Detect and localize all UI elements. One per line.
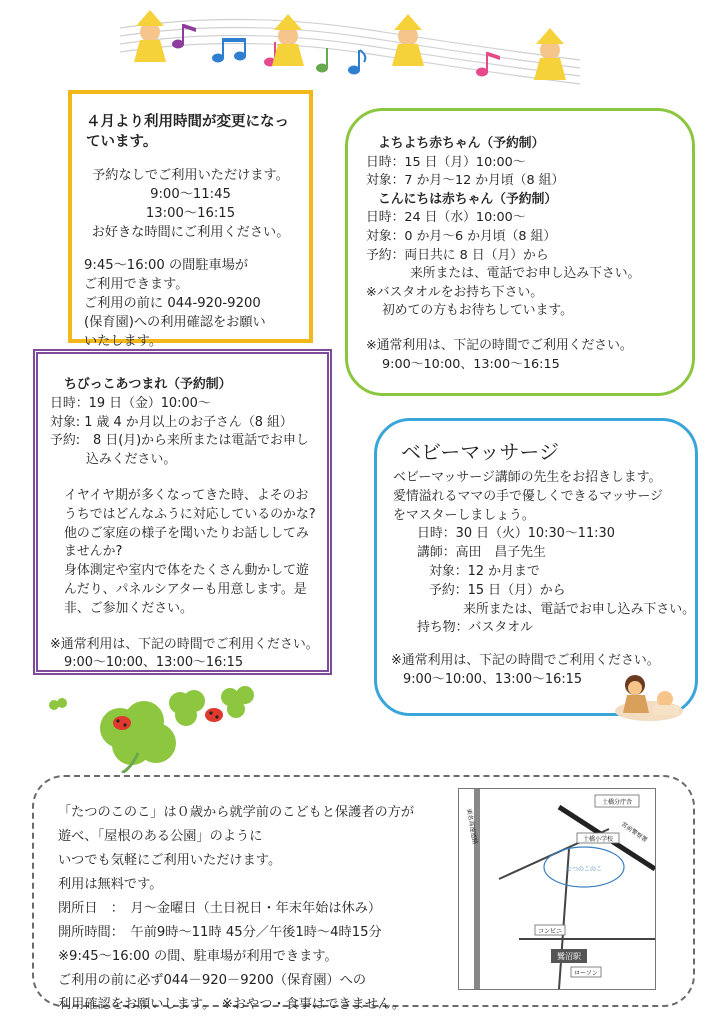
map-label: たつのこのこ <box>565 866 603 873</box>
baby-massage-illustration <box>613 663 685 723</box>
chibikko-box <box>33 349 332 675</box>
map-label: コンビニ <box>537 928 563 935</box>
info-line: 遊べ、「屋根のある公園」のように <box>58 829 263 844</box>
massage-detail: 来所または、電話でお申し込み下さい。 <box>463 601 696 617</box>
hours-line: 予約なしでご利用いただけます。 <box>92 168 289 183</box>
info-line: 利用確認をお願いします。 ※おやつ・食事はできません。 <box>58 997 406 1012</box>
info-line: ご利用の前に必ず044－920－9200（保育園）への <box>58 973 367 988</box>
clover-ladybug-decoration <box>40 683 270 773</box>
info-line: 開所時間： 午前9時～11時 45分／午後1時～4時15分 <box>58 925 382 940</box>
event-line: 対象: 1 歳 4 か月以上のお子さん（8 組） <box>50 414 293 430</box>
hours-change-title: ４月より利用時間が変更になっています。 <box>86 114 289 150</box>
parking-line: 9:45～16:00 の間駐車場が <box>84 258 249 273</box>
map-label: 鷺沼駅 <box>557 952 581 961</box>
event-line: 込みください。 <box>86 452 177 468</box>
parking-line: ご利用できます。 <box>84 277 189 292</box>
hours-line: お好きな時間にご利用ください。 <box>91 225 290 240</box>
event-line: 予約: 8 日(月)から来所または電話でお申し <box>50 433 309 449</box>
hours-change-box <box>68 90 313 349</box>
music-notes-banner <box>110 10 590 88</box>
massage-intro: ベビーマッサージ講師の先生をお招きします。 <box>393 470 662 485</box>
info-line: ※9:45～16:00 の間、駐車場が利用できます。 <box>58 949 338 964</box>
event-heading: こんにちは赤ちゃん（予約制） <box>378 191 558 207</box>
event-line: 予約：両日共に 8 日（月）から <box>366 247 549 263</box>
regular-use-note: ※通常利用は、下記の時間でご利用ください。 <box>366 337 633 353</box>
event-line: 日時：15 日（月）10:00～ <box>366 154 526 170</box>
parking-line: いたします。 <box>84 334 163 349</box>
event-line: 日時：19 日（金）10:00～ <box>50 395 211 411</box>
event-heading: ちびっこあつまれ（予約制） <box>64 377 232 392</box>
hours-line: 13:00～16:15 <box>145 206 236 221</box>
info-line: 「たつのこのこ」は０歳から就学前のこどもと保護者の方が <box>58 805 415 820</box>
massage-detail: 対象：12 か月まで <box>429 563 540 579</box>
massage-detail: 日時：30 日（火）10:30～11:30 <box>417 526 615 542</box>
event-line: 日時：24 日（水）10:00～ <box>366 210 526 226</box>
map-label: 土橋分庁舎 <box>601 799 633 806</box>
regular-use-hours: 9:00～10:00、13:00～16:15 <box>403 671 583 687</box>
massage-detail: 予約：15 日（月）から <box>429 582 566 598</box>
massage-intro: をマスターしましょう。 <box>393 507 535 523</box>
regular-use-note: ※通常利用は、下記の時間でご利用ください。 <box>391 653 660 669</box>
map-label: 土橋小学校 <box>582 836 614 843</box>
info-line: いつでも気軽にご利用いただけます。 <box>58 853 282 868</box>
regular-use-note: ※通常利用は、下記の時間でご利用ください。 <box>50 636 319 652</box>
parking-line: ご利用の前に 044-920-9200 <box>84 296 261 311</box>
event-line: 来所または、電話でお申し込み下さい。 <box>410 266 641 282</box>
event-description: イヤイヤ期が多くなってきた時、よそのおうちではどんなふうに対応しているのかな?他のご家庭の様子を聞いたりお話ししてみませんか? <box>64 487 316 560</box>
event-line: 対象：0 か月～6 か月頃（8 組） <box>366 228 557 244</box>
event-heading: よちよち赤ちゃん（予約制） <box>378 136 545 151</box>
massage-detail: 講師：高田 昌子先生 <box>417 545 546 561</box>
info-line: 閉所日 ： 月～金曜日（土日祝日・年末年始は休み） <box>58 901 382 916</box>
regular-use-hours: 9:00～10:00、13:00～16:15 <box>382 356 560 372</box>
event-note: ※バスタオルをお持ち下さい。 <box>366 284 544 300</box>
map-label: ローソン <box>574 970 598 977</box>
map-label: 宮前警察署 <box>619 820 649 844</box>
baby-events-box <box>345 108 695 396</box>
event-line: 対象：7 か月～12 か月頃（8 組） <box>366 173 565 189</box>
regular-use-hours: 9:00～10:00、13:00～16:15 <box>64 655 244 671</box>
map-label: 東名高速道路 <box>465 808 479 845</box>
hours-info <box>82 166 299 242</box>
massage-detail: 持ち物：バスタオル <box>417 620 534 636</box>
event-note: 初めての方もお待ちしています。 <box>382 303 573 319</box>
event-description: 身体測定や室内で体をたくさん動かして遊んだり、パネルシアターも用意します。是非、ご参加ください。 <box>64 563 309 616</box>
access-map <box>458 788 656 990</box>
hours-line: 9:00～11:45 <box>150 187 231 202</box>
massage-title: ベビーマッサージ <box>401 440 559 464</box>
massage-intro: 愛情溢れるママの手で優しくできるマッサージ <box>393 488 663 504</box>
parking-line: (保育園)への利用確認をお願い <box>84 315 266 330</box>
parking-info <box>82 256 299 351</box>
info-line: 利用は無料です。 <box>58 877 163 892</box>
